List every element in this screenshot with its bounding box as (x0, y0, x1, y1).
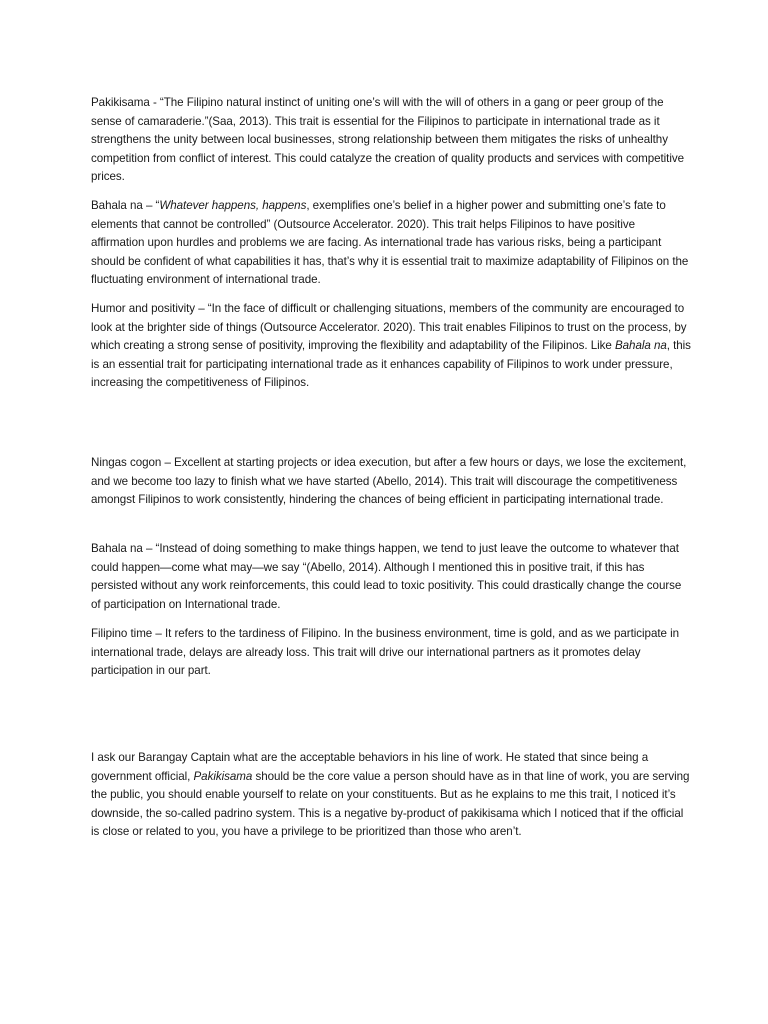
paragraph-filipino-time (91, 625, 691, 681)
paragraph-text: , exemplifies one’s belief in a higher power and submitting one’s fate to elements that cannot be controlled” (Outsource Accelerator. 2020). This trait helps Filipinos to have positive affirmation upon hurdles and problems we are facing. As international trade has various risks, being a participant should be confident of what capabilities it has, that’s why it is essential trait to maximize adaptability of Filipinos on the fluctuating environment of international trade. (91, 199, 689, 287)
paragraph-text: Bahala na – “Instead of doing something to make things happen, we tend to just leave the outcome to whatever that could happen—come what may—we say “(Abello, 2014). Although I mentioned this in positive trait, if this has persisted without any work reinforcements, this could lead to toxic positivity. This could drastically change the course of participation on International trade. (91, 542, 682, 611)
paragraph-barangay-captain (91, 749, 691, 842)
italic-term: Bahala na (614, 339, 667, 353)
paragraph-text: I ask our Barangay Captain what are the acceptable behaviors in his line of work. He stated that since being a government official, (91, 751, 649, 783)
paragraph-text: Pakikisama - “The Filipino natural instinct of uniting one’s will with the will of others in a gang or peer group of the sense of camaraderie.”(Saa, 2013). This trait is essential for the Filipinos to participate in international trade as it strengthens the unity between local businesses, strong relationship between them mitigates the risks of unhealthy competition from conflict of interest. This could catalyze the creation of quality products and services with competitive prices. (91, 96, 685, 184)
paragraph-text: Humor and positivity – “In the face of difficult or challenging situations, members of the community are encouraged to look at the brighter side of things (Outsource Accelerator. 2020). This trait enables Filipinos to trust on the process, by which creating a strong sense of positivity, improving the flexibility and adaptability of the Filipinos. Like (91, 302, 687, 353)
paragraph-humor-positivity (91, 300, 691, 393)
paragraph-ningas-cogon (91, 454, 691, 510)
paragraph-bahala-na-negative (91, 540, 691, 614)
paragraph-text: Bahala na – “ (91, 199, 160, 212)
paragraph-text: should be the core value a person should have as in that line of work, you are serving the public, you should enable yourself to relate on your constituents. But as he explains to me this trait, I noticed it’s downside, the so-called padrino system. This is a negative by-product of pakikisama which I noticed that if the official is close or related to you, you have a privilege to be prioritized than those who aren’t. (91, 769, 690, 839)
paragraph-text: Ningas cogon – Excellent at starting projects or idea execution, but after a few hours or days, we lose the excitement, and we become too lazy to finish what we have started (Abello, 2014). This trait will discourage the competitiveness amongst Filipinos to work consistently, hindering the chances of being efficient in participating international trade. (91, 456, 687, 507)
paragraph-bahala-na-positive (91, 197, 691, 290)
italic-term: Whatever happens, happens (159, 199, 307, 212)
paragraph-pakikisama (91, 94, 691, 187)
italic-term: Pakikisama (193, 769, 253, 783)
paragraph-text: , this is an essential trait for participating international trade as it enhances capability of Filipinos to work under pressure, increasing the competitiveness of Filipinos. (91, 339, 691, 390)
paragraph-text: Filipino time – It refers to the tardiness of Filipino. In the business environment, time is gold, and as we participate in international trade, delays are already loss. This trait will drive our international partners as it promotes delay participation in our part. (91, 627, 680, 678)
